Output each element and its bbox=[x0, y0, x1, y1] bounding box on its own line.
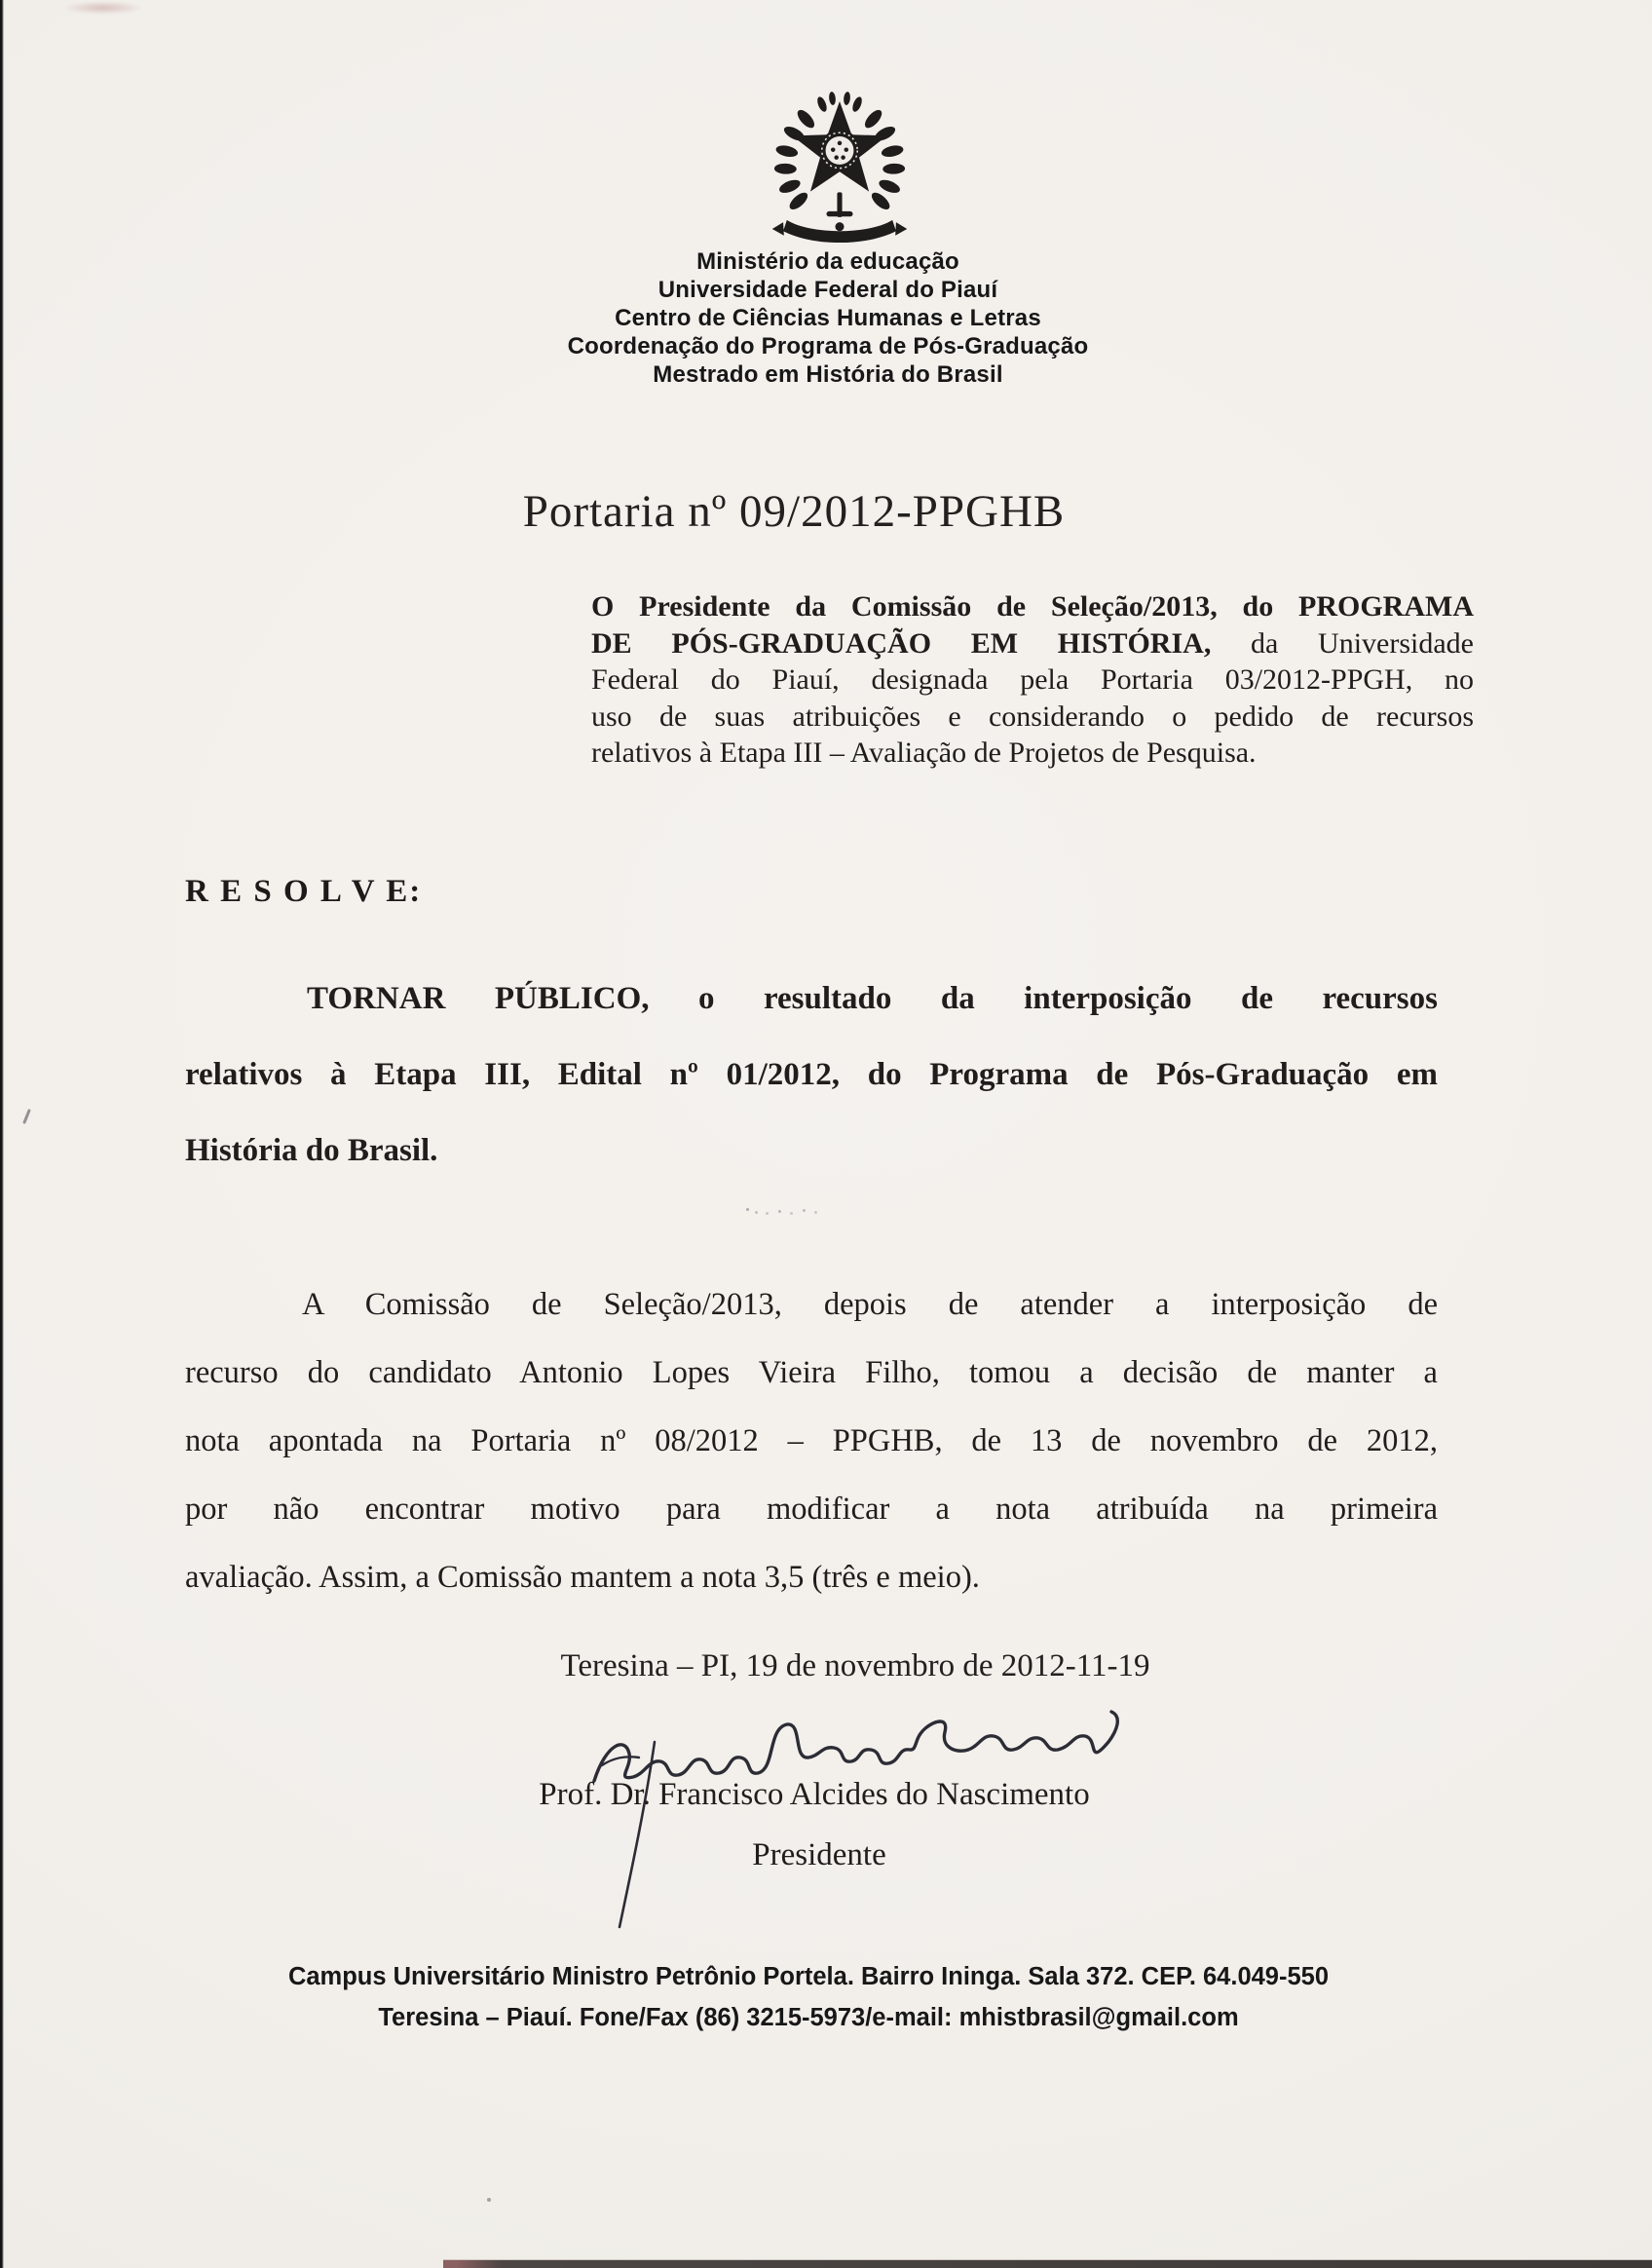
decision-line: nota apontada na Portaria nº 08/2012 – PPGHB, de 13 de novembro de 2012, bbox=[185, 1423, 1438, 1458]
signer-name: Prof. Dr. Francisco Alcides do Nascimento bbox=[539, 1777, 1090, 1812]
letterhead-line: Centro de Ciências Humanas e Letras bbox=[615, 305, 1041, 331]
preamble-paragraph bbox=[591, 588, 1474, 772]
scan-smudge bbox=[62, 1, 144, 15]
decision-line: por não encontrar motivo para modificar a nota atribuída na primeira bbox=[185, 1492, 1438, 1527]
preamble-line: DE PÓS-GRADUAÇÃO EM HISTÓRIA, da Universidade bbox=[591, 626, 1474, 660]
scan-edge-bottom bbox=[443, 2259, 1652, 2268]
letterhead-line: Universidade Federal do Piauí bbox=[657, 277, 998, 303]
decision-paragraph bbox=[185, 1270, 1438, 1611]
footer-line: Teresina – Piauí. Fone/Fax (86) 3215-5973/e-mail: mhistbrasil@gmail.com bbox=[378, 2004, 1239, 2031]
preamble-line: relativos à Etapa III – Avaliação de Projetos de Pesquisa. bbox=[591, 737, 1257, 770]
decision-line: avaliação. Assim, a Comissão mantem a nota 3,5 (três e meio). bbox=[185, 1560, 980, 1595]
resolve-heading: R E S O L V E: bbox=[185, 874, 423, 909]
scan-artifact-dots bbox=[746, 1208, 749, 1211]
letterhead-lines bbox=[0, 247, 1652, 389]
dateline: Teresina – PI, 19 de novembro de 2012-11-19 bbox=[560, 1648, 1150, 1683]
resolution-line: relativos à Etapa III, Edital nº 01/2012, do Programa de Pós-Graduação em bbox=[185, 1057, 1438, 1092]
letterhead-line: Ministério da educação bbox=[696, 248, 959, 275]
scan-speck bbox=[487, 2198, 491, 2202]
letterhead-line: Mestrado em História do Brasil bbox=[653, 361, 1003, 388]
preamble-line: uso de suas atribuições e considerando o pedido de recursos bbox=[591, 699, 1474, 733]
decision-line: recurso do candidato Antonio Lopes Vieira Filho, tomou a decisão de manter a bbox=[185, 1355, 1438, 1390]
preamble-line: Federal do Piauí, designada pela Portaria 03/2012-PPGH, no bbox=[591, 663, 1474, 697]
decision-line: A Comissão de Seleção/2013, depois de atender a interposição de bbox=[302, 1287, 1438, 1322]
preamble-line: O Presidente da Comissão de Seleção/2013, do PROGRAMA bbox=[591, 590, 1474, 623]
letterhead-line: Coordenação do Programa de Pós-Graduação bbox=[567, 333, 1089, 359]
resolution-line: História do Brasil. bbox=[185, 1133, 438, 1168]
handwritten-signature bbox=[545, 1697, 1179, 1941]
brazil-coat-of-arms-icon bbox=[766, 90, 914, 244]
resolution-paragraph bbox=[185, 961, 1438, 1189]
footer-address bbox=[0, 1956, 1617, 2038]
pen-mark bbox=[22, 1109, 31, 1124]
signer-role: Presidente bbox=[752, 1837, 886, 1872]
footer-line: Campus Universitário Ministro Petrônio Portela. Bairro Ininga. Sala 372. CEP. 64.049-550 bbox=[287, 1963, 1330, 1990]
document-title: Portaria nº 09/2012-PPGHB bbox=[522, 486, 1066, 537]
resolution-line: TORNAR PÚBLICO, o resultado da interposição de recursos bbox=[307, 981, 1438, 1016]
